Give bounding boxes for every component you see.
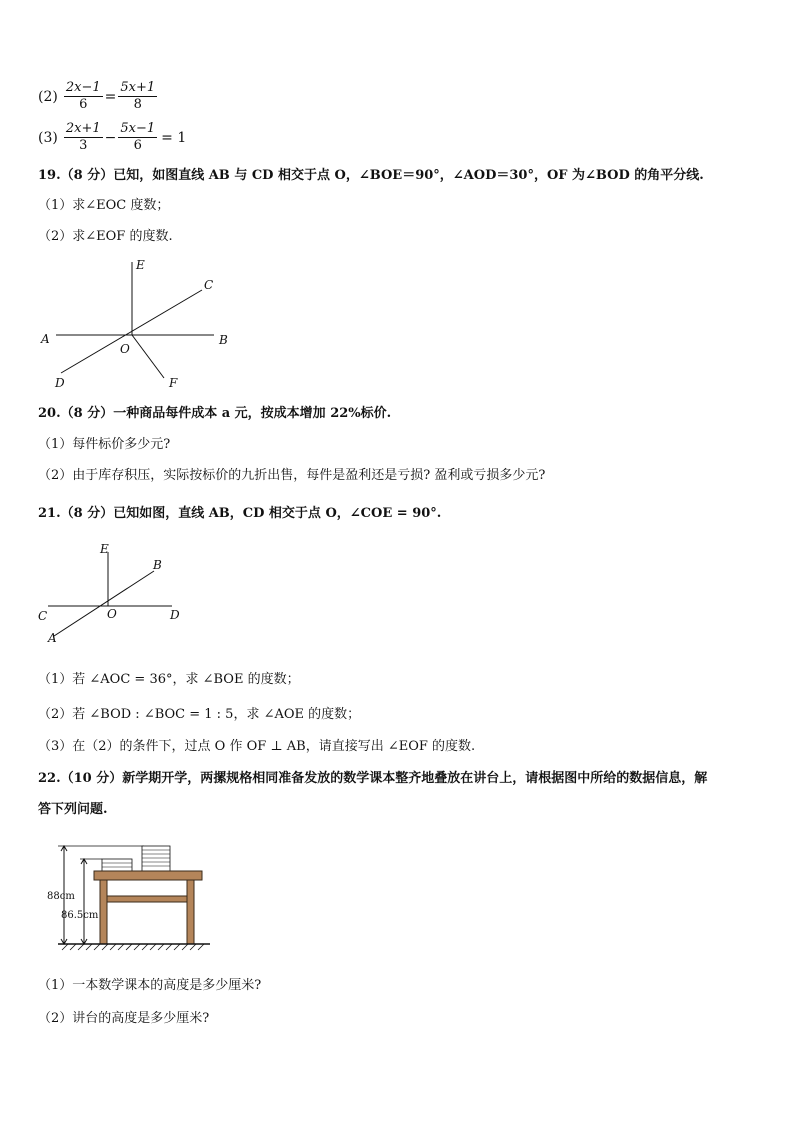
question-22-figure <box>44 838 214 958</box>
fraction: $\frac{5x+1}{8}$ <box>120 80 156 112</box>
question-21-figure <box>34 538 184 648</box>
lectern-table <box>94 871 202 944</box>
label-d: D <box>55 376 65 390</box>
equation-label: (2) <box>38 88 58 105</box>
question-21-title: 21.（8 分）已知如图，直线 AB，CD 相交于点 O，∠COE = 90°. <box>38 506 442 521</box>
label-a: A <box>41 332 50 346</box>
fraction: $\frac{5x-1}{6}$ <box>120 121 156 153</box>
question-20-part-1: （1）每件标价多少元? <box>38 437 171 452</box>
label-d: D <box>170 608 180 622</box>
label-88cm: 88cm <box>47 891 75 902</box>
question-21-part-3: （3）在（2）的条件下，过点 O 作 OF ⊥ AB，请直接写出 ∠EOF 的度数. <box>38 739 476 754</box>
question-20-title: 20.（8 分）一种商品每件成本 a 元，按成本增加 22%标价. <box>38 406 392 421</box>
question-22-part-1: （1）一本数学课本的高度是多少厘米? <box>38 978 262 993</box>
label-c: C <box>204 278 214 292</box>
label-f: F <box>169 376 178 390</box>
label-a: A <box>48 631 57 645</box>
ray-of <box>132 335 164 378</box>
equation-2: (2) $\frac{2x-1}{6}$ = $\frac{5x+1}{8}$ <box>38 80 156 112</box>
label-e: E <box>136 258 145 272</box>
fraction: $\frac{2x-1}{6}$ <box>65 80 101 112</box>
line-ab <box>54 571 154 636</box>
label-b: B <box>153 558 162 572</box>
label-e: E <box>100 542 109 556</box>
book-stack-small <box>102 859 132 871</box>
question-22-part-2: （2）讲台的高度是多少厘米? <box>38 1011 210 1026</box>
book-stack-large <box>142 846 170 871</box>
question-20-part-2: （2）由于库存积压，实际按标价的九折出售，每件是盈利还是亏损? 盈利或亏损多少元? <box>38 468 546 483</box>
label-o: O <box>120 342 130 356</box>
question-19-figure <box>36 252 246 397</box>
label-86-5cm: 86.5cm <box>61 910 99 921</box>
fraction: $\frac{2x+1}{3}$ <box>65 121 101 153</box>
floor <box>58 944 210 950</box>
question-22-title-line-1: 22.（10 分）新学期开学，两摞规格相同准备发放的数学课本整齐地叠放在讲台上，请根据图中所给的数据信息，解 <box>38 771 708 786</box>
question-21-part-2: （2）若 ∠BOD : ∠BOC = 1 : 5，求 ∠AOE 的度数； <box>38 707 361 722</box>
label-b: B <box>219 333 228 347</box>
question-19-part-1: （1）求∠EOC 度数； <box>38 198 170 213</box>
label-o: O <box>107 607 117 621</box>
question-19-title: 19.（8 分）已知，如图直线 AB 与 CD 相交于点 O，∠BOE＝90°，∠AOD＝30°，OF 为∠BOD 的角平分线. <box>38 168 704 183</box>
equation-3: (3) $\frac{2x+1}{3}$ − $\frac{5x-1}{6}$ = 1 <box>38 121 187 153</box>
question-19-part-2: （2）求∠EOF 的度数. <box>38 229 173 244</box>
question-21-part-1: （1）若 ∠AOC = 36°，求 ∠BOE 的度数； <box>38 672 300 687</box>
equation-label: (3) <box>38 129 58 146</box>
question-22-title-line-2: 答下列问题. <box>38 802 108 817</box>
label-c: C <box>38 609 48 623</box>
